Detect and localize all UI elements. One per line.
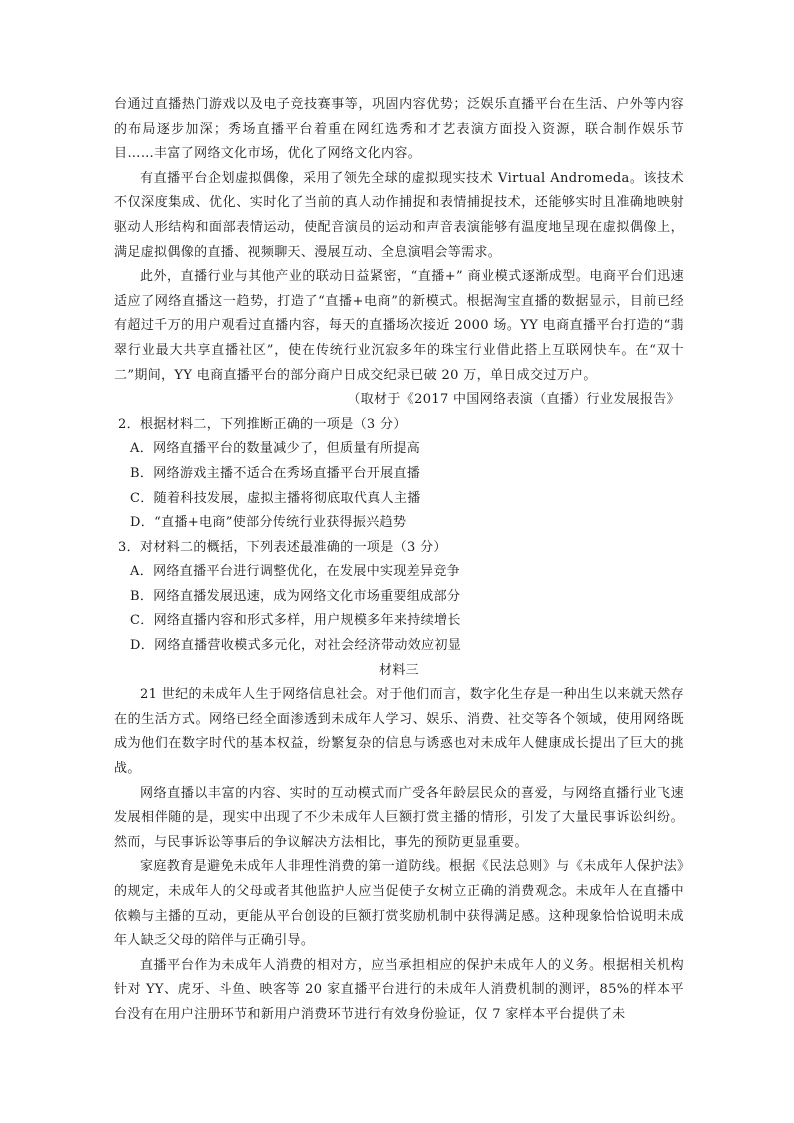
document-page [114,93,684,1028]
material2-paragraph-2: 有直播平台企划虚拟偶像，采用了领先全球的虚拟现实技术 Virtual Andromeda。该技术不仅深度集成、优化、实时化了当前的真人动作捕捉和表情捕捉技术，还能够实时且准确地映射驱动人形结构和面部表情运动，使配音演员的运动和声音表演能够有温度地呈现在虚拟偶像上，满足虚拟偶像的直播、视频聊天、漫展互动、全息演唱会等需求。 [114,170,684,260]
material3-title: 材料三 [378,662,420,678]
material2-source: （取材于《2017 中国网络表演（直播）行业发展报告》 [347,392,680,408]
material2-paragraph-3: 此外，直播行业与其他产业的联动日益紧密，“直播+” 商业模式逐渐成型。电商平台们迅速适应了网络直播这一趋势，打造了“直播+电商”的新模式。根据淘宝直播的数据显示，目前已经有超过千万的用户观看过直播内容，每天的直播场次接近 2000 场。YY 电商直播平台打造的“翡翠行业最大共享直播社区”，使在传统行业沉寂多年的珠宝行业借此搭上互联网快车。在“双十二”期间，YY 电商直播平台的部分商户日成交纪录已破 20 万，单日成交过万户。 [114,269,684,383]
material3-paragraph-3: 家庭教育是避免未成年人非理性消费的第一道防线。根据《民法总则》与《未成年人保护法》的规定，未成年人的父母或者其他监护人应当促使子女树立正确的消费观念。未成年人在直播中依赖与主播的互动，更能从平台创设的巨额打赏奖励机制中获得满足感。这种现象恰恰说明未成年人缺乏父母的陪伴与正确引导。 [114,859,684,949]
question-3-option-d: D．网络直播营收模式多元化，对社会经济带动效应初显 [130,638,462,654]
question-2-option-b: B．网络游戏主播不适合在秀场直播平台开展直播 [130,465,421,481]
question-3-option-b: B．网络直播发展迅速，成为网络文化市场重要组成部分 [130,588,461,604]
material2-paragraph-1: 台通过直播热门游戏以及电子竞技赛事等，巩固内容优势；泛娱乐直播平台在生活、户外等内容的布局逐步加深；秀场直播平台着重在网红选秀和才艺表演方面投入资源，联合制作娱乐节目……丰富了网络文化市场，优化了网络文化内容。 [114,97,684,162]
question-2-option-c: C．随着科技发展，虚拟主播将彻底取代真人主播 [130,490,421,506]
question-3-option-c: C．网络直播内容和形式多样，用户规模多年来持续增长 [130,613,461,629]
material3-paragraph-4: 直播平台作为未成年人消费的相对方，应当承担相应的保护未成年人的义务。根据相关机构针对 YY、虎牙、斗鱼、映客等 20 家直播平台进行的未成年人消费机制的测评，85%的样本平台没有在用户注册环节和新用户消费环节进行有效身份验证，仅 7 家样本平台提供了未 [114,957,684,1022]
question-2-option-a: A．网络直播平台的数量减少了，但质量有所提高 [130,441,421,457]
material3-paragraph-2: 网络直播以丰富的内容、实时的互动模式而广受各年龄层民众的喜爱，与网络直播行业飞速发展相伴随的是，现实中出现了不少未成年人巨额打赏主播的情形，引发了大量民事诉讼纠纷。然而，与民事诉讼等事后的争议解决方法相比，事先的预防更显重要。 [114,785,684,850]
question-2-stem: 2．根据材料二，下列推断正确的一项是（3 分） [118,416,407,432]
material3-paragraph-1: 21 世纪的未成年人生于网络信息社会。对于他们而言，数字化生存是一种出生以来就天然存在的生活方式。网络已经全面渗透到未成年人学习、娱乐、消费、社交等各个领域，使用网络既成为他们在数字时代的基本权益，纷繁复杂的信息与诱惑也对未成年人健康成长提出了巨大的挑战。 [114,687,684,777]
question-3-option-a: A．网络直播平台进行调整优化，在发展中实现差异竞争 [130,564,461,580]
question-3-stem: 3．对材料二的概括，下列表述最准确的一项是（3 分） [118,539,447,555]
question-2-option-d: D．“直播+电商”使部分传统行业获得振兴趋势 [130,515,407,531]
